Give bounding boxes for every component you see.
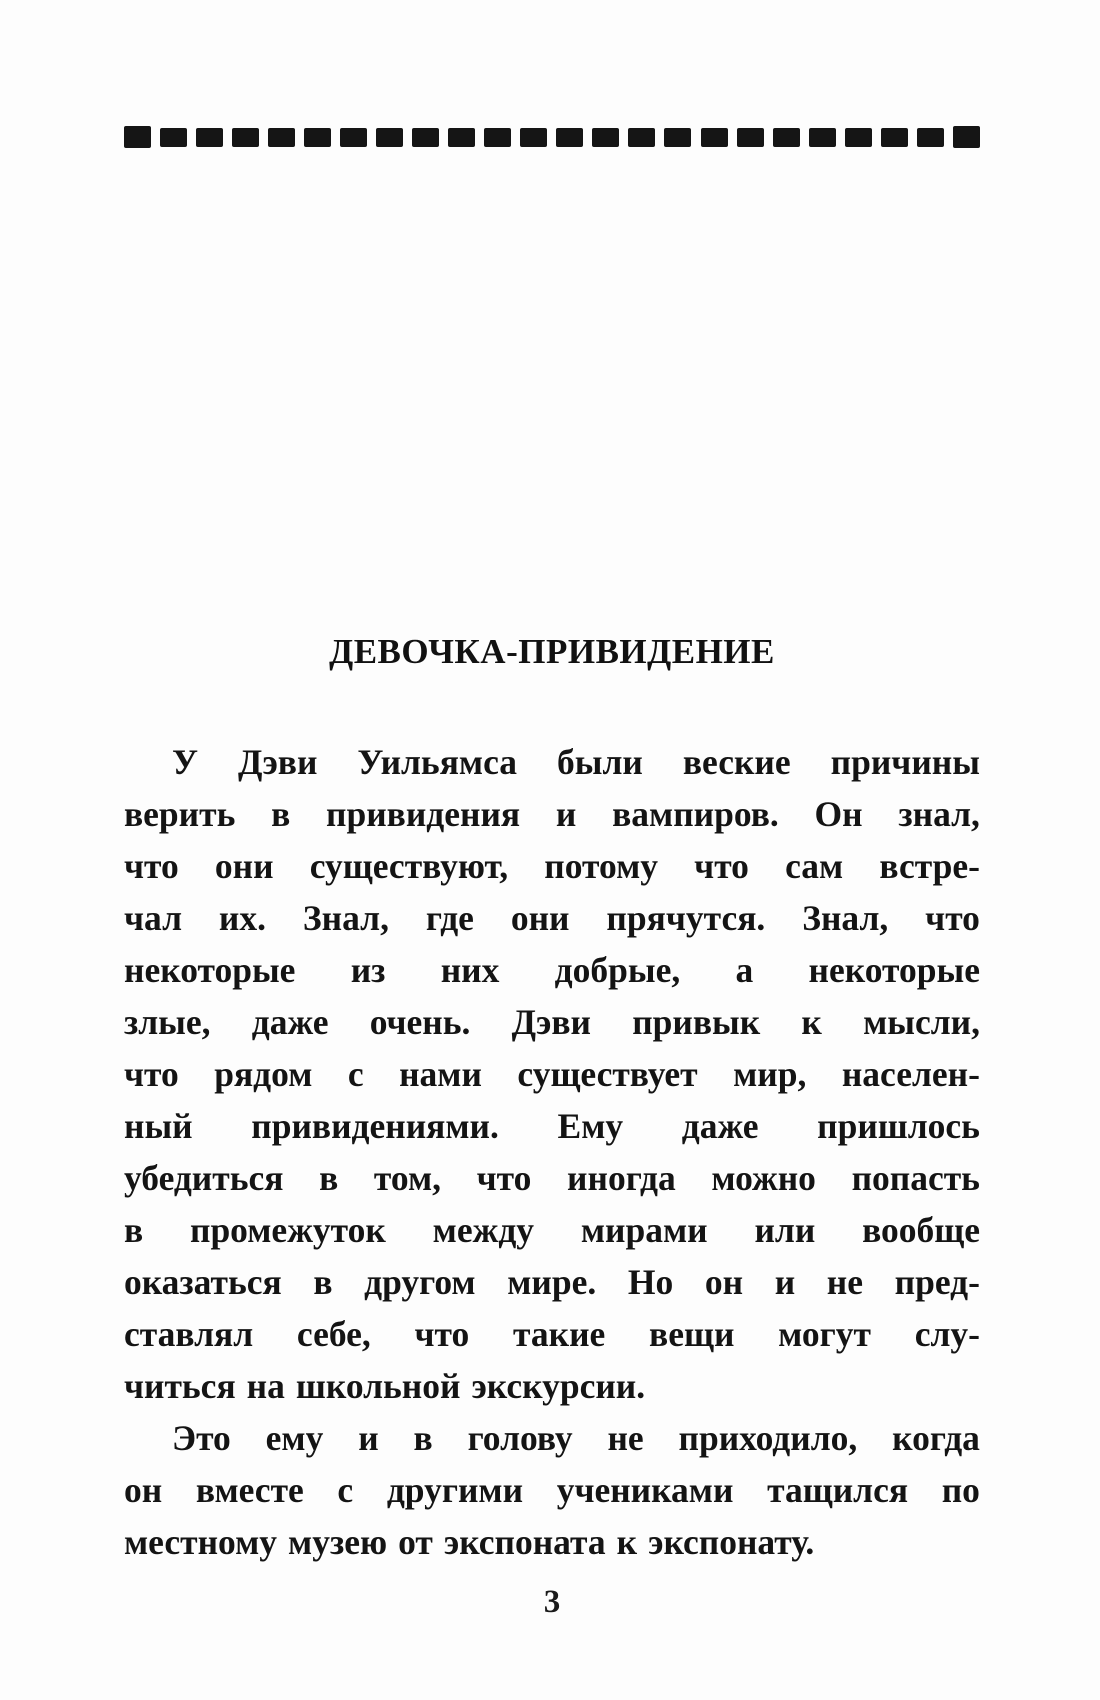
- word: из: [350, 950, 386, 990]
- text-line: [124, 736, 980, 788]
- text-line: [124, 1464, 980, 1516]
- word: что: [414, 1314, 470, 1354]
- word: школьной: [295, 1366, 461, 1406]
- word: верить: [124, 794, 236, 834]
- word: голову: [467, 1418, 573, 1458]
- page-number: 3: [543, 1584, 561, 1620]
- word: и: [555, 794, 577, 834]
- word: экспоната: [443, 1522, 606, 1562]
- word: что: [694, 846, 749, 886]
- text-line: [124, 1516, 980, 1568]
- word: ный: [124, 1106, 193, 1146]
- text-line: [124, 1412, 980, 1464]
- word: прячутся.: [606, 898, 766, 938]
- word: между: [432, 1210, 535, 1250]
- word: и: [358, 1418, 379, 1458]
- text-line: [124, 1100, 980, 1152]
- word: их.: [218, 898, 266, 938]
- word: могут: [778, 1314, 871, 1354]
- word: в: [319, 1158, 339, 1198]
- word: убедиться: [124, 1158, 284, 1198]
- word: с: [337, 1470, 354, 1510]
- word: Он: [814, 794, 863, 834]
- word: экскурсии.: [471, 1366, 646, 1406]
- word: существует: [517, 1054, 698, 1094]
- word: мире.: [507, 1262, 597, 1302]
- word: населен-: [841, 1054, 980, 1094]
- word: Знал,: [802, 898, 889, 938]
- text-line: [124, 1360, 980, 1412]
- word: очень.: [369, 1002, 471, 1042]
- word: мысли,: [863, 1002, 980, 1042]
- word: он: [124, 1470, 163, 1510]
- word: по: [941, 1470, 980, 1510]
- word: ставлял: [124, 1314, 254, 1354]
- word: вообще: [862, 1210, 980, 1250]
- word: потому: [544, 846, 659, 886]
- word: встре-: [879, 846, 980, 886]
- word: не: [607, 1418, 644, 1458]
- word: он: [704, 1262, 744, 1302]
- word: добрые,: [554, 950, 681, 990]
- word: привидениями.: [251, 1106, 499, 1146]
- word: даже: [251, 1002, 329, 1042]
- word: Ему: [557, 1106, 624, 1146]
- word: на: [246, 1366, 285, 1406]
- word: и: [774, 1262, 796, 1302]
- word: вместе: [195, 1470, 304, 1510]
- word: или: [754, 1210, 816, 1250]
- text-line: [124, 1048, 980, 1100]
- word: себе,: [296, 1314, 371, 1354]
- word: пришлось: [817, 1106, 980, 1146]
- chapter-title: ДЕВОЧКА-ПРИВИДЕНИЕ: [329, 632, 775, 671]
- word: тащился: [767, 1470, 909, 1510]
- word: такие: [513, 1314, 606, 1354]
- word: к: [801, 1002, 822, 1042]
- word: злые,: [124, 1002, 211, 1042]
- word: сам: [785, 846, 844, 886]
- word: рядом: [214, 1054, 313, 1094]
- word: к: [616, 1522, 638, 1562]
- text-line: [124, 944, 980, 996]
- word: в: [313, 1262, 333, 1302]
- word: мир,: [733, 1054, 807, 1094]
- word: ему: [265, 1418, 324, 1458]
- word: с: [347, 1054, 364, 1094]
- word: причины: [830, 742, 980, 782]
- word: что: [124, 846, 179, 886]
- word: местному: [124, 1522, 278, 1562]
- text-line: [124, 1256, 980, 1308]
- word: привык: [632, 1002, 761, 1042]
- word: существуют,: [309, 846, 509, 886]
- text-line: [124, 892, 980, 944]
- word: знал,: [898, 794, 980, 834]
- text-line: [124, 1204, 980, 1256]
- word: них: [440, 950, 500, 990]
- paragraph: [124, 1412, 980, 1568]
- text-line: [124, 788, 980, 840]
- word: нами: [399, 1054, 482, 1094]
- word: вещи: [649, 1314, 735, 1354]
- body-text: [124, 736, 980, 1568]
- word: они: [510, 898, 570, 938]
- word: можно: [711, 1158, 816, 1198]
- word: некоторые: [124, 950, 296, 990]
- word: музею: [288, 1522, 388, 1562]
- word: что: [124, 1054, 179, 1094]
- word: приходило,: [678, 1418, 858, 1458]
- word: они: [214, 846, 274, 886]
- word: веские: [682, 742, 791, 782]
- word: читься: [124, 1366, 236, 1406]
- word: что: [476, 1158, 532, 1198]
- word: промежуток: [189, 1210, 386, 1250]
- word: привидения: [326, 794, 521, 834]
- word: У: [172, 742, 199, 782]
- word: что: [925, 898, 980, 938]
- text-line: [124, 1308, 980, 1360]
- text-line: [124, 1152, 980, 1204]
- word: попасть: [851, 1158, 980, 1198]
- text-line: [124, 840, 980, 892]
- word: в: [124, 1210, 144, 1250]
- word: Это: [172, 1418, 231, 1458]
- word: Дэви: [511, 1002, 591, 1042]
- word: в: [413, 1418, 433, 1458]
- word: некоторые: [808, 950, 980, 990]
- word: пред-: [894, 1262, 980, 1302]
- header-dashed-rule: [124, 126, 980, 148]
- word: учениками: [556, 1470, 734, 1510]
- word: когда: [892, 1418, 980, 1458]
- word: иногда: [567, 1158, 676, 1198]
- word: чал: [124, 898, 182, 938]
- word: Уильямса: [357, 742, 518, 782]
- word: не: [826, 1262, 864, 1302]
- word: от: [398, 1522, 433, 1562]
- word: даже: [681, 1106, 759, 1146]
- paragraph: [124, 736, 980, 1412]
- word: вампиров.: [612, 794, 779, 834]
- word: экспонату.: [648, 1522, 815, 1562]
- word: Дэви: [238, 742, 318, 782]
- word: другом: [364, 1262, 476, 1302]
- word: были: [557, 742, 643, 782]
- word: а: [735, 950, 754, 990]
- word: оказаться: [124, 1262, 282, 1302]
- word: мирами: [580, 1210, 708, 1250]
- word: Знал,: [302, 898, 389, 938]
- word: в: [271, 794, 291, 834]
- word: том,: [373, 1158, 442, 1198]
- word: другими: [386, 1470, 524, 1510]
- word: где: [425, 898, 474, 938]
- word: Но: [627, 1262, 674, 1302]
- text-line: [124, 996, 980, 1048]
- word: слу-: [914, 1314, 980, 1354]
